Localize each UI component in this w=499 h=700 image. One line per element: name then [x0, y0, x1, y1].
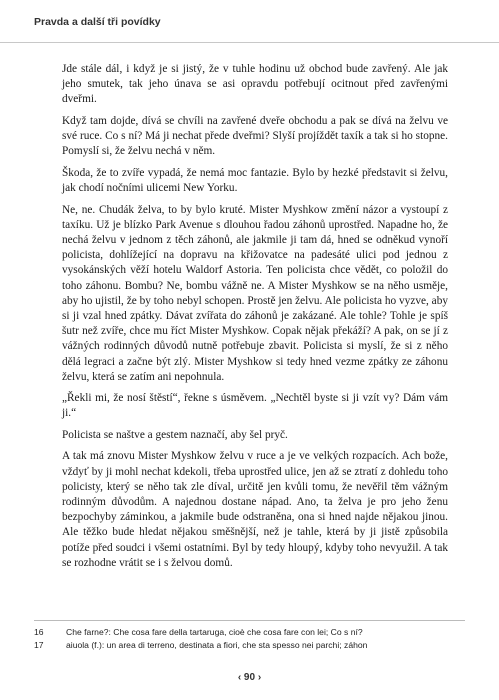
- page-number: ‹ 90 ›: [237, 672, 262, 683]
- paragraph: „Řekli mi, že nosí štěstí“, řekne s úsměvem. „Nechtěl byste si ji vzít vy? Dám vám ji.“: [62, 392, 448, 420]
- footnote-rule: [34, 620, 465, 621]
- footnote: [34, 639, 464, 652]
- paragraph: Když tam dojde, dívá se chvíli na zavřené dveře obchodu a pak se dívá na želvu ve své ruce. Co s ní? Má ji nechat přede dveřmi? Slyší projíždět taxík a tak si ho stopne. Pomyslí si, že želvu nechá v něm.: [62, 114, 448, 158]
- paragraph: Policista se naštve a gestem naznačí, aby šel pryč.: [62, 428, 288, 441]
- paragraph: A tak má znovu Mister Myshkow želvu v ruce a je ve velkých rozpacích. Ach bože, vždyť by ji mohl nechat kdekoli, třeba uprostřed ulice, jen až se ztratí z dohledu toho policisty, který se něho tak zle díval, určitě jen kvůli tomu, že nevěřil těm vážným rodinným důvodům. A najednou dostane nápad. Ano, ta želva je pro jeho ženu bezpochyby záminkou, a jakmile bude odstraněna, ona si hned najde nějakou jinou. Ale těžko bude hledat nějakou směšnější, než je tahle, která by ji jistě způsobila potíže před soudci i všemi ostatními. Byl by tedy hloupý, kdyby toho nevyužil. A tak se rozhodne vrátit se i s želvou domů.: [62, 450, 448, 569]
- body-text: [62, 62, 448, 577]
- paragraph: Škoda, že to zvíře vypadá, že nemá moc fantazie. Bylo by hezké představit si želvu, jak chodí nočními ulicemi New Yorku.: [62, 166, 448, 195]
- footnote-number: 16: [34, 627, 44, 637]
- footnote: [34, 626, 464, 639]
- footnote-text: aiuola (f.): un area di terreno, destinata a fiori, che sta spesso nei parchi; záhon: [66, 640, 368, 650]
- paragraph: Jde stále dál, i když je si jistý, že v tuhle hodinu už obchod bude zavřený. Ale jak jeho smutek, tak jeho únava se asi opravdu potřebují ocitnout před zavřenými dveřmi.: [62, 63, 448, 106]
- header-rule: [0, 42, 499, 43]
- footnote-number: 17: [34, 640, 44, 650]
- paragraph: Ne, ne. Chudák želva, to by bylo kruté. Mister Myshkow změní názor a vystoupí z taxíku. Už je blízko Park Avenue s dlouhou řadou záhonů uprostřed. Napadne ho, že nechá želvu v jednom z těch záhonů, ale jakmile ji tam dá, hned se odněkud vynoří policista, dohlížející na dopravu na křižovatce na padesáté ulici pod jednou z vysokánských věží hotelu Waldorf Astoria. Ten policista chce vědět, co položil do toho záhonu. Bombu? Ne, bombu vážně ne. A Mister Myshkow se na něho usměje, aby ho ujistil, že by toho nebyl schopen. Prostě jen želvu. Ale policista ho vyzve, aby si ji vzal hned zpátky. Dávat zvířata do záhonů je zakázané. Ale tohle? Tohle je spíš šutr než zvíře, chce mu říct Mister Myshkow. Copak nějak překáží? A pak, on se jí z vážných rodinných důvodů nutně potřebuje zbavit. Policista si myslí, že si z něho dělá legraci a začne být zlý. Mister Myshkow si tedy hned vezme zpátky ze záhonu želvu, která se zatím ani nepohnula.: [62, 203, 448, 383]
- footnotes: [34, 626, 464, 652]
- running-title: Pravda a další tři povídky: [34, 16, 161, 28]
- footnote-text: Che farne?: Che cosa fare della tartaruga, cioè che cosa fare con lei; Co s ní?: [66, 627, 363, 637]
